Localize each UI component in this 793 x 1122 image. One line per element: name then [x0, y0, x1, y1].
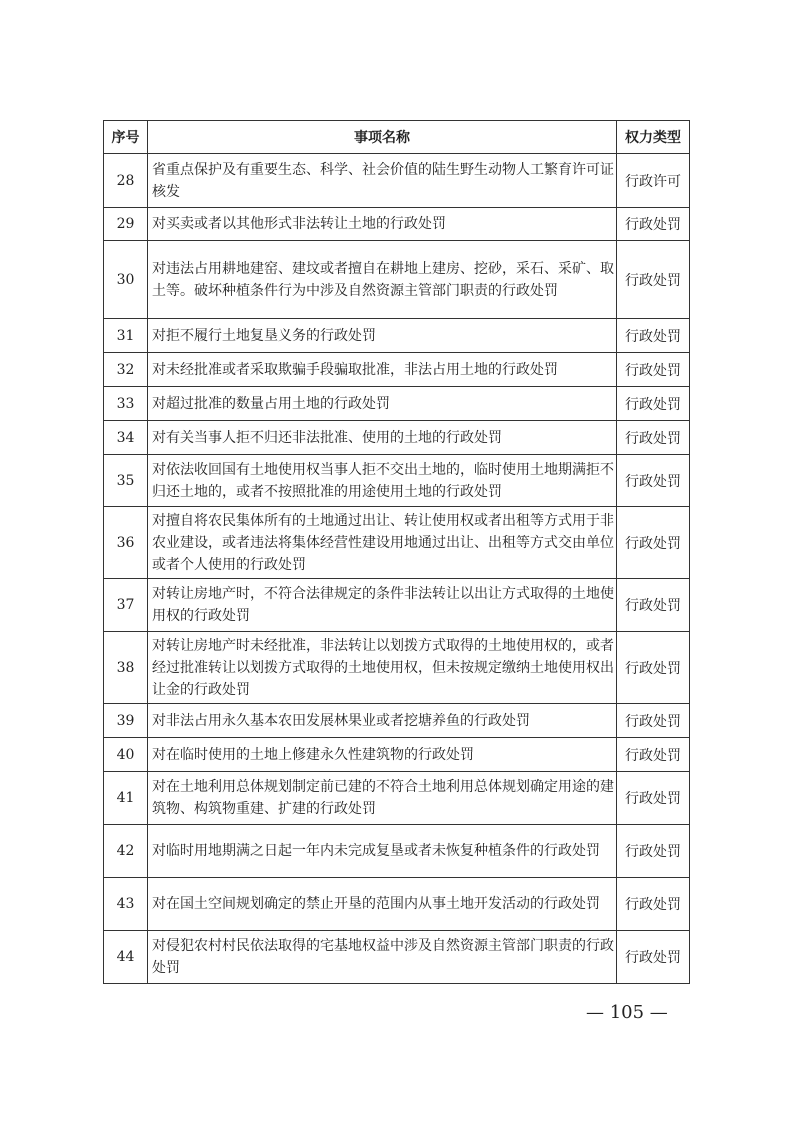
row-num: 37: [104, 579, 148, 632]
row-num: 30: [104, 241, 148, 319]
row-num: 44: [104, 931, 148, 984]
row-num: 36: [104, 507, 148, 579]
row-name: 对违法占用耕地建窑、建坟或者擅自在耕地上建房、挖砂，采石、采矿、取土等。破坏种植条件行为中涉及自然资源主管部门职责的行政处罚: [148, 241, 617, 319]
row-name: 对侵犯农村村民依法取得的宅基地权益中涉及自然资源主管部门职责的行政处罚: [148, 931, 617, 984]
row-name: 对临时用地期满之日起一年内未完成复垦或者未恢复种植条件的行政处罚: [148, 825, 617, 878]
row-num: 35: [104, 455, 148, 507]
table-row: [104, 878, 690, 931]
row-type: 行政处罚: [617, 353, 690, 387]
row-type: 行政处罚: [617, 208, 690, 241]
row-num: 42: [104, 825, 148, 878]
row-type: 行政处罚: [617, 931, 690, 984]
header-num: 序号: [104, 121, 148, 154]
row-name: 对买卖或者以其他形式非法转让土地的行政处罚: [148, 208, 617, 241]
table-row: [104, 579, 690, 632]
table-header-row: [104, 121, 690, 154]
table-row: [104, 387, 690, 421]
row-num: 28: [104, 154, 148, 208]
row-num: 34: [104, 421, 148, 455]
row-type: 行政处罚: [617, 241, 690, 319]
table-row: [104, 738, 690, 772]
table-row: [104, 421, 690, 455]
row-num: 41: [104, 772, 148, 825]
table-row: [104, 772, 690, 825]
table-row: [104, 825, 690, 878]
header-name: 事项名称: [148, 121, 617, 154]
row-name: 对未经批准或者采取欺骗手段骗取批准，非法占用土地的行政处罚: [148, 353, 617, 387]
row-num: 29: [104, 208, 148, 241]
row-type: 行政处罚: [617, 772, 690, 825]
row-type: 行政处罚: [617, 421, 690, 455]
page-number: — 105 —: [586, 1002, 668, 1023]
row-type: 行政处罚: [617, 704, 690, 738]
row-name: 对在国土空间规划确定的禁止开垦的范围内从事土地开发活动的行政处罚: [148, 878, 617, 931]
row-name: 对依法收回国有土地使用权当事人拒不交出土地的，临时使用土地期满拒不归还土地的，或者不按照批准的用途使用土地的行政处罚: [148, 455, 617, 507]
row-num: 39: [104, 704, 148, 738]
table-row: [104, 507, 690, 579]
row-num: 43: [104, 878, 148, 931]
row-type: 行政处罚: [617, 507, 690, 579]
row-type: 行政处罚: [617, 632, 690, 704]
row-name: 对转让房地产时，不符合法律规定的条件非法转让以出让方式取得的土地使用权的行政处罚: [148, 579, 617, 632]
table-row: [104, 241, 690, 319]
row-name: 对拒不履行土地复垦义务的行政处罚: [148, 319, 617, 353]
row-type: 行政处罚: [617, 455, 690, 507]
row-num: 33: [104, 387, 148, 421]
row-name: 对有关当事人拒不归还非法批准、使用的土地的行政处罚: [148, 421, 617, 455]
row-type: 行政处罚: [617, 319, 690, 353]
row-name: 省重点保护及有重要生态、科学、社会价值的陆生野生动物人工繁育许可证核发: [148, 154, 617, 208]
table-row: [104, 353, 690, 387]
table-row: [104, 319, 690, 353]
row-num: 40: [104, 738, 148, 772]
row-name: 对在土地利用总体规划制定前已建的不符合土地利用总体规划确定用途的建筑物、构筑物重建、扩建的行政处罚: [148, 772, 617, 825]
row-type: 行政处罚: [617, 825, 690, 878]
row-num: 38: [104, 632, 148, 704]
row-num: 31: [104, 319, 148, 353]
table-row: [104, 704, 690, 738]
table-row: [104, 632, 690, 704]
row-name: 对非法占用永久基本农田发展林果业或者挖塘养鱼的行政处罚: [148, 704, 617, 738]
row-type: 行政处罚: [617, 738, 690, 772]
row-type: 行政处罚: [617, 387, 690, 421]
row-type: 行政处罚: [617, 878, 690, 931]
table-row: [104, 931, 690, 984]
row-name: 对超过批准的数量占用土地的行政处罚: [148, 387, 617, 421]
items-table: [103, 120, 690, 984]
table-row: [104, 208, 690, 241]
row-name: 对转让房地产时未经批准，非法转让以划拨方式取得的土地使用权的，或者经过批准转让以划拨方式取得的土地使用权，但未按规定缴纳土地使用权出让金的行政处罚: [148, 632, 617, 704]
header-type: 权力类型: [617, 121, 690, 154]
table-row: [104, 154, 690, 208]
row-name: 对擅自将农民集体所有的土地通过出让、转让使用权或者出租等方式用于非农业建设，或者违法将集体经营性建设用地通过出让、出租等方式交由单位或者个人使用的行政处罚: [148, 507, 617, 579]
row-type: 行政处罚: [617, 579, 690, 632]
row-num: 32: [104, 353, 148, 387]
row-name: 对在临时使用的土地上修建永久性建筑物的行政处罚: [148, 738, 617, 772]
row-type: 行政许可: [617, 154, 690, 208]
table-row: [104, 455, 690, 507]
